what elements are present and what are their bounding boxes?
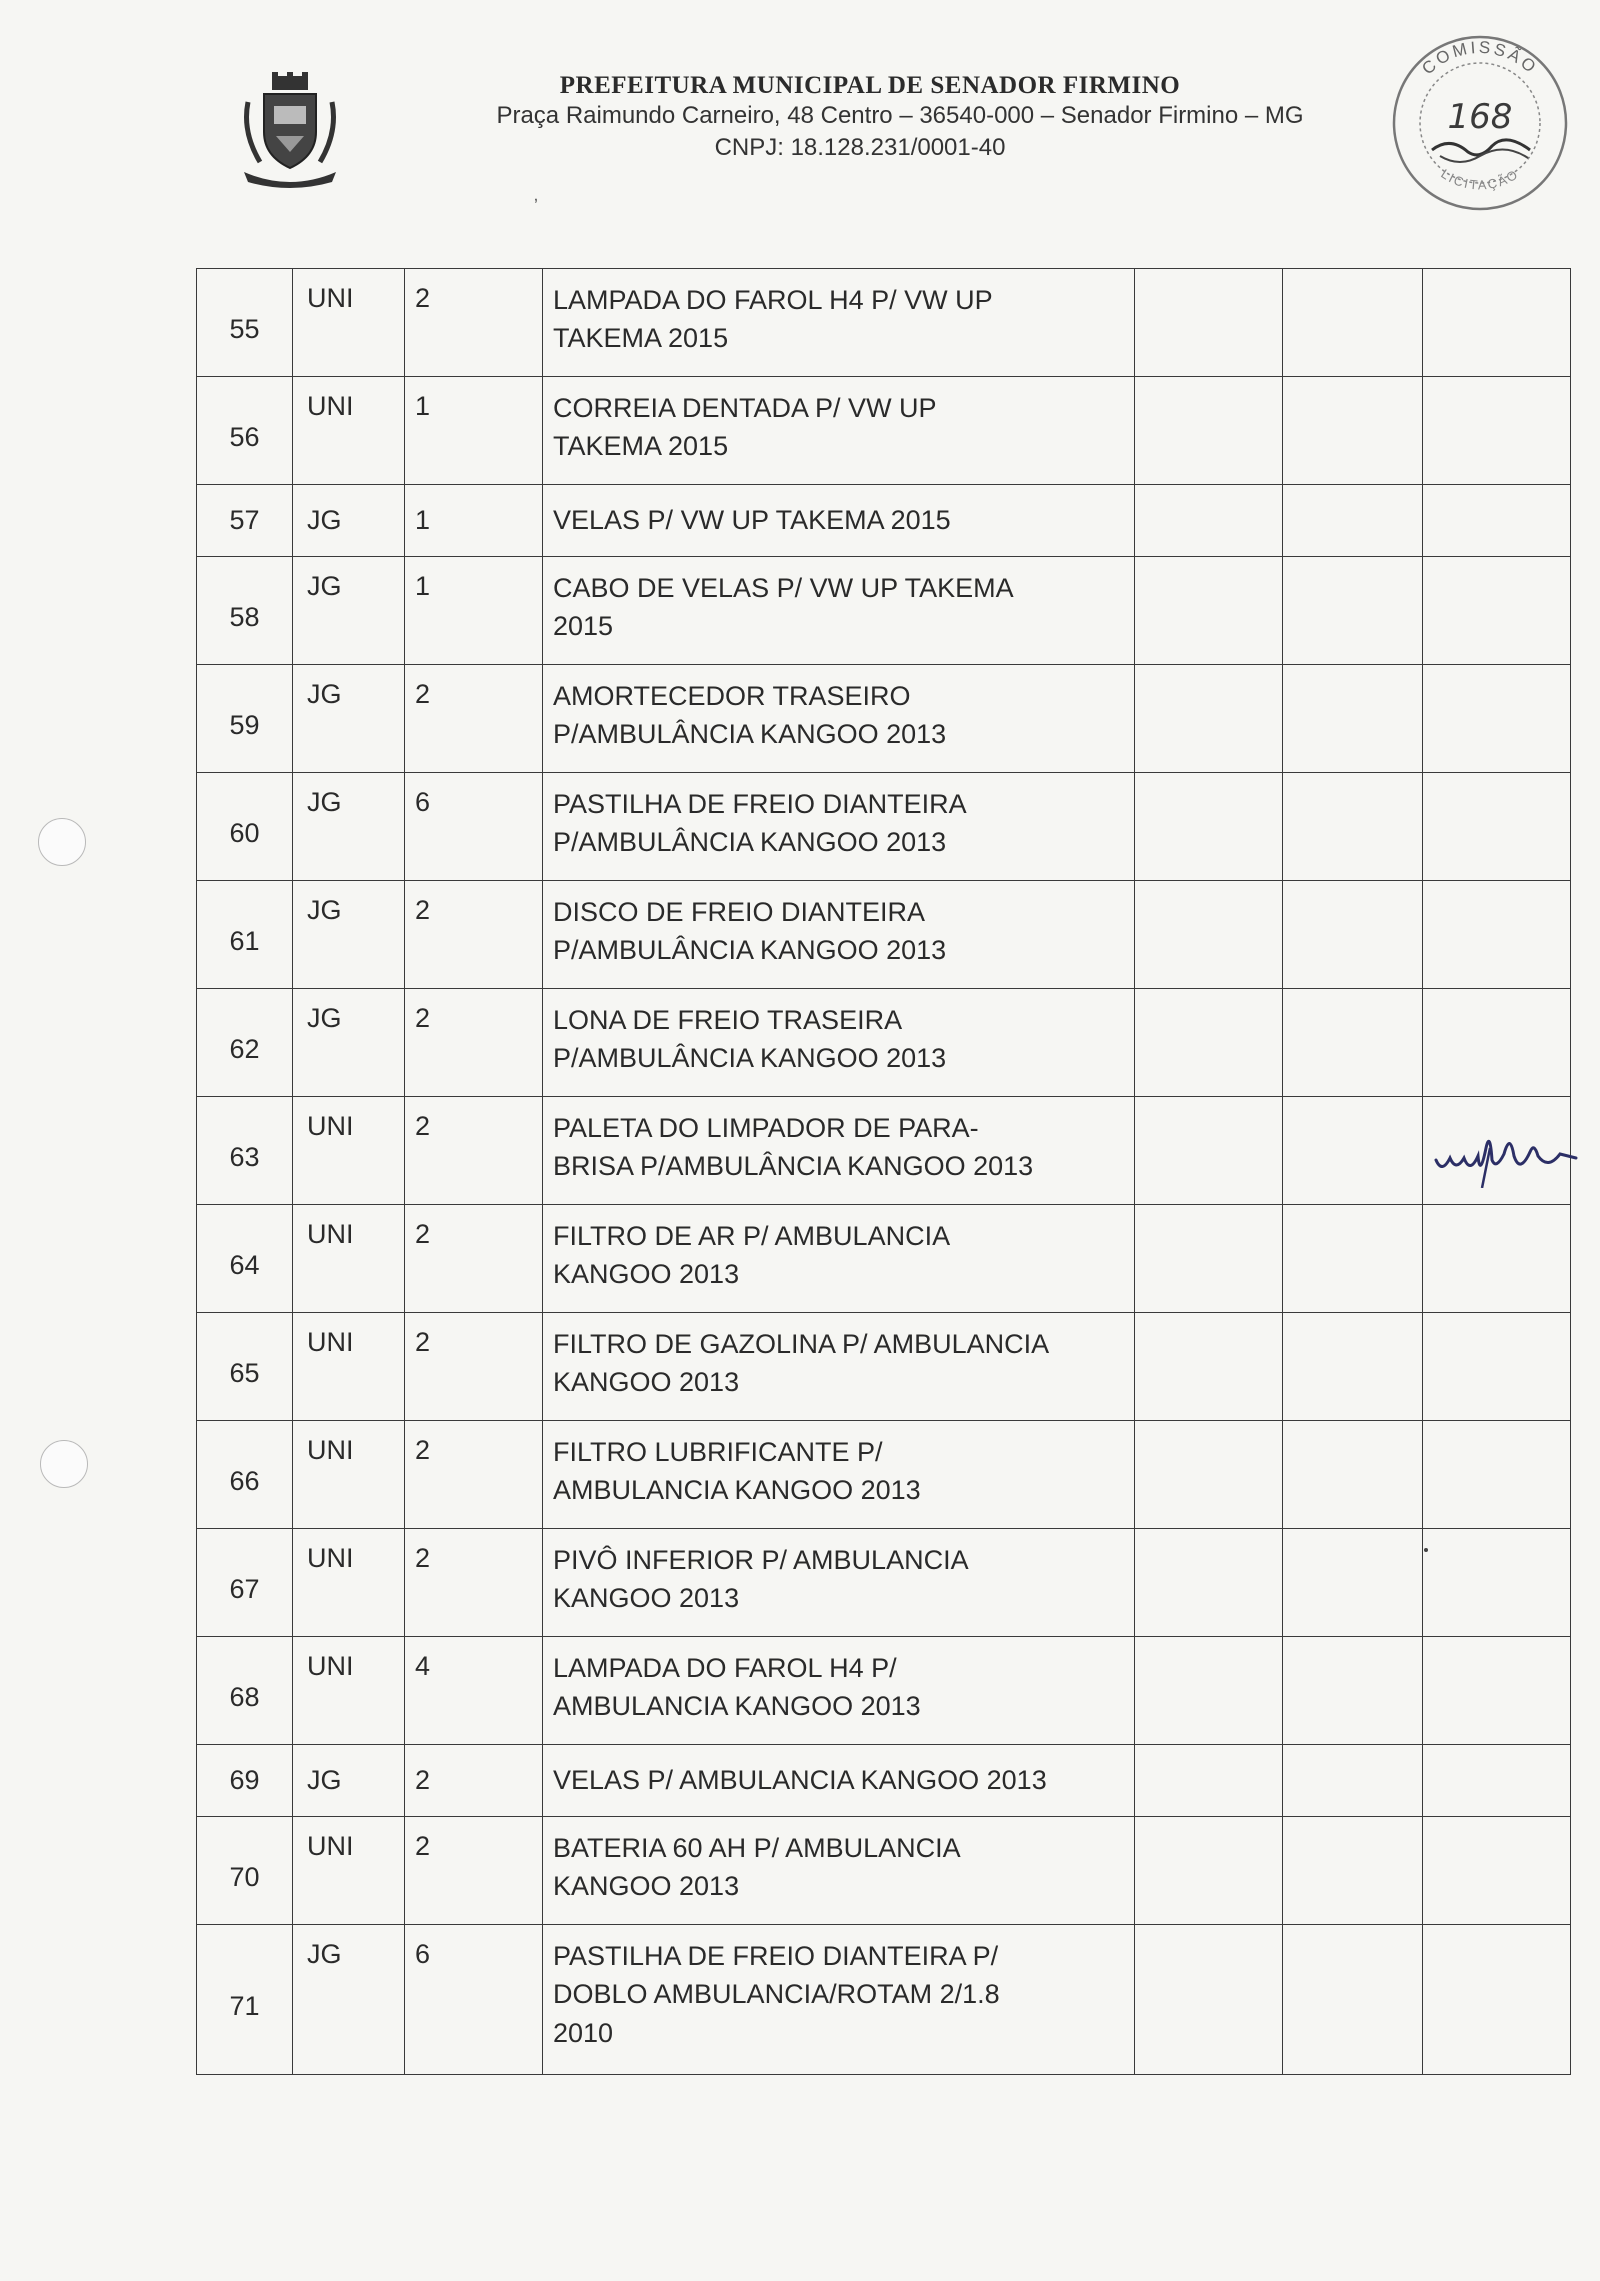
svg-text:COMISSÃO [1418,38,1541,79]
item-number-cell: 68 [197,1637,293,1745]
item-description-cell [543,377,1135,485]
letterhead-address: Praça Raimundo Carneiro, 48 Centro – 36540-000 – Senador Firmino – MG [496,102,1304,129]
empty-price-cell-3 [1423,1637,1571,1745]
items-table [196,268,1571,2075]
description-line: KANGOO 2013 [553,1259,740,1290]
empty-price-cell-1 [1135,1745,1283,1817]
description-line: PALETA DO LIMPADOR DE PARA- [553,1113,979,1143]
empty-price-cell-1 [1135,377,1283,485]
stamp-number: 168 [1447,97,1513,137]
item-number-cell: 60 [197,773,293,881]
empty-price-cell-1 [1135,989,1283,1097]
item-number-cell: 69 [197,1745,293,1817]
empty-price-cell-2 [1283,485,1423,557]
description-line: BRISA P/AMBULÂNCIA KANGOO 2013 [553,1151,1034,1182]
empty-price-cell-1 [1135,485,1283,557]
empty-price-cell-2 [1283,557,1423,665]
item-unit-cell: JG [293,665,405,773]
empty-price-cell-1 [1135,773,1283,881]
item-quantity-cell: 6 [405,1925,543,2075]
item-description-cell [543,881,1135,989]
empty-price-cell-3 [1423,773,1571,881]
description-line: DISCO DE FREIO DIANTEIRA [553,897,926,927]
item-unit-cell: UNI [293,377,405,485]
description-line: LONA DE FREIO TRASEIRA [553,1005,903,1035]
item-number-cell: 59 [197,665,293,773]
description-line: P/AMBULÂNCIA KANGOO 2013 [553,827,947,858]
table-row [197,1205,1571,1313]
empty-price-cell-2 [1283,1745,1423,1817]
empty-price-cell-2 [1283,1637,1423,1745]
item-description-cell [543,1745,1135,1817]
item-quantity-cell: 2 [405,881,543,989]
item-description-cell [543,485,1135,557]
item-description-cell [543,1637,1135,1745]
item-quantity-cell: 2 [405,989,543,1097]
empty-price-cell-3 [1423,989,1571,1097]
item-unit-cell: JG [293,1745,405,1817]
ink-dot [1424,1548,1428,1552]
description-line: 2015 [553,611,614,642]
description-line: KANGOO 2013 [553,1871,740,1902]
description-line: FILTRO DE GAZOLINA P/ AMBULANCIA [553,1329,1050,1359]
item-number-cell: 65 [197,1313,293,1421]
empty-price-cell-1 [1135,557,1283,665]
item-unit-cell: UNI [293,1637,405,1745]
description-line: CABO DE VELAS P/ VW UP TAKEMA [553,573,1014,603]
description-line: TAKEMA 2015 [553,431,729,462]
table-row [197,269,1571,377]
empty-price-cell-3 [1423,1745,1571,1817]
table-row [197,881,1571,989]
item-number-cell: 70 [197,1817,293,1925]
empty-price-cell-3 [1423,377,1571,485]
empty-price-cell-3 [1423,1925,1571,2075]
item-unit-cell: UNI [293,1529,405,1637]
description-line: PIVÔ INFERIOR P/ AMBULANCIA [553,1545,969,1575]
item-unit-cell: JG [293,989,405,1097]
empty-price-cell-1 [1135,1637,1283,1745]
item-description-cell [543,1421,1135,1529]
item-quantity-cell: 1 [405,557,543,665]
empty-price-cell-3 [1423,1817,1571,1925]
empty-price-cell-3 [1423,1421,1571,1529]
empty-price-cell-3 [1423,485,1571,557]
description-line: 2010 [553,2017,614,2048]
item-quantity-cell: 2 [405,1817,543,1925]
empty-price-cell-3 [1423,665,1571,773]
empty-price-cell-2 [1283,881,1423,989]
description-line: TAKEMA 2015 [553,323,729,354]
stamp-top-text: COMISSÃO [1418,37,1542,79]
item-quantity-cell: 4 [405,1637,543,1745]
empty-price-cell-3 [1423,1205,1571,1313]
empty-price-cell-3 [1423,881,1571,989]
description-line: P/AMBULÂNCIA KANGOO 2013 [553,1043,947,1074]
description-line: AMORTECEDOR TRASEIRO [553,681,911,711]
empty-price-cell-2 [1283,773,1423,881]
item-number-cell: 55 [197,269,293,377]
description-line: LAMPADA DO FAROL H4 P/ [553,1653,897,1683]
item-unit-cell: JG [293,557,405,665]
description-line: P/AMBULÂNCIA KANGOO 2013 [553,719,947,750]
table-row [197,377,1571,485]
description-line: FILTRO LUBRIFICANTE P/ [553,1437,883,1467]
item-unit-cell: UNI [293,269,405,377]
empty-price-cell-2 [1283,989,1423,1097]
item-unit-cell: UNI [293,1817,405,1925]
table-row [197,1421,1571,1529]
description-line: DOBLO AMBULANCIA/ROTAM 2/1.8 [553,1979,1000,2010]
item-description-cell [543,1817,1135,1925]
description-line: FILTRO DE AR P/ AMBULANCIA [553,1221,951,1251]
stamp-bottom-text: LICITAÇÃO [1438,165,1522,193]
commission-stamp [1380,28,1580,218]
item-number-cell: 71 [197,1925,293,2075]
table-row [197,1817,1571,1925]
empty-price-cell-3 [1423,1313,1571,1421]
table-row [197,1313,1571,1421]
table-row [197,1637,1571,1745]
empty-price-cell-2 [1283,1421,1423,1529]
item-quantity-cell: 1 [405,485,543,557]
empty-price-cell-3 [1423,269,1571,377]
item-number-cell: 64 [197,1205,293,1313]
item-description-cell [543,1313,1135,1421]
item-unit-cell: UNI [293,1313,405,1421]
description-line: KANGOO 2013 [553,1367,740,1398]
svg-text:LICITAÇÃO [1438,166,1521,193]
empty-price-cell-1 [1135,881,1283,989]
empty-price-cell-1 [1135,1817,1283,1925]
item-unit-cell: UNI [293,1097,405,1205]
item-unit-cell: JG [293,1925,405,2075]
item-quantity-cell: 2 [405,1097,543,1205]
item-quantity-cell: 6 [405,773,543,881]
empty-price-cell-1 [1135,1205,1283,1313]
description-line: BATERIA 60 AH P/ AMBULANCIA [553,1833,961,1863]
stray-mark: ʼ [534,196,538,216]
item-description-cell [543,557,1135,665]
item-quantity-cell: 2 [405,1421,543,1529]
empty-price-cell-1 [1135,1529,1283,1637]
item-description-cell [543,665,1135,773]
empty-price-cell-2 [1283,1529,1423,1637]
item-number-cell: 66 [197,1421,293,1529]
punch-hole-icon [38,818,86,866]
item-unit-cell: JG [293,773,405,881]
item-quantity-cell: 2 [405,665,543,773]
item-quantity-cell: 2 [405,1529,543,1637]
description-line: LAMPADA DO FAROL H4 P/ VW UP [553,285,993,315]
description-line: AMBULANCIA KANGOO 2013 [553,1475,921,1506]
item-description-cell [543,1205,1135,1313]
description-line: AMBULANCIA KANGOO 2013 [553,1691,921,1722]
item-description-cell [543,773,1135,881]
empty-price-cell-1 [1135,1313,1283,1421]
empty-price-cell-2 [1283,665,1423,773]
punch-hole-icon [40,1440,88,1488]
item-description-cell [543,1529,1135,1637]
table-row [197,557,1571,665]
empty-price-cell-1 [1135,665,1283,773]
item-quantity-cell: 2 [405,1205,543,1313]
description-line: PASTILHA DE FREIO DIANTEIRA [553,789,967,819]
table-row [197,989,1571,1097]
empty-price-cell-3 [1423,1529,1571,1637]
table-row [197,1529,1571,1637]
empty-price-cell-2 [1283,1925,1423,2075]
item-unit-cell: UNI [293,1421,405,1529]
item-description-cell [543,1925,1135,2075]
table-row [197,485,1571,557]
item-unit-cell: JG [293,881,405,989]
item-number-cell: 56 [197,377,293,485]
empty-price-cell-2 [1283,377,1423,485]
table-row [197,665,1571,773]
empty-price-cell-2 [1283,1313,1423,1421]
description-line: PASTILHA DE FREIO DIANTEIRA P/ [553,1941,999,1971]
table-row [197,1925,1571,2075]
item-unit-cell: JG [293,485,405,557]
empty-price-cell-2 [1283,1205,1423,1313]
item-description-cell [543,989,1135,1097]
empty-price-cell-2 [1283,1817,1423,1925]
table-row [197,1745,1571,1817]
municipal-coat-of-arms-icon [240,72,340,192]
empty-price-cell-2 [1283,269,1423,377]
empty-price-cell-1 [1135,1097,1283,1205]
empty-price-cell-1 [1135,269,1283,377]
item-number-cell: 61 [197,881,293,989]
description-line: VELAS P/ AMBULANCIA KANGOO 2013 [553,1765,1047,1796]
letterhead-title: PREFEITURA MUNICIPAL DE SENADOR FIRMINO [559,72,1181,99]
item-number-cell: 67 [197,1529,293,1637]
handwritten-initials-icon [1430,1118,1580,1188]
description-line: P/AMBULÂNCIA KANGOO 2013 [553,935,947,966]
item-number-cell: 62 [197,989,293,1097]
item-description-cell [543,269,1135,377]
item-description-cell [543,1097,1135,1205]
item-number-cell: 57 [197,485,293,557]
empty-price-cell-2 [1283,1097,1423,1205]
empty-price-cell-1 [1135,1421,1283,1529]
table-row [197,773,1571,881]
letterhead-cnpj: CNPJ: 18.128.231/0001-40 [714,134,1006,161]
description-line: KANGOO 2013 [553,1583,740,1614]
item-quantity-cell: 2 [405,1745,543,1817]
item-quantity-cell: 2 [405,1313,543,1421]
empty-price-cell-3 [1423,557,1571,665]
letterhead [400,72,1400,162]
description-line: CORREIA DENTADA P/ VW UP [553,393,937,423]
item-number-cell: 63 [197,1097,293,1205]
item-quantity-cell: 2 [405,269,543,377]
item-number-cell: 58 [197,557,293,665]
item-quantity-cell: 1 [405,377,543,485]
item-unit-cell: UNI [293,1205,405,1313]
table-row [197,1097,1571,1205]
description-line: VELAS P/ VW UP TAKEMA 2015 [553,505,951,536]
empty-price-cell-1 [1135,1925,1283,2075]
